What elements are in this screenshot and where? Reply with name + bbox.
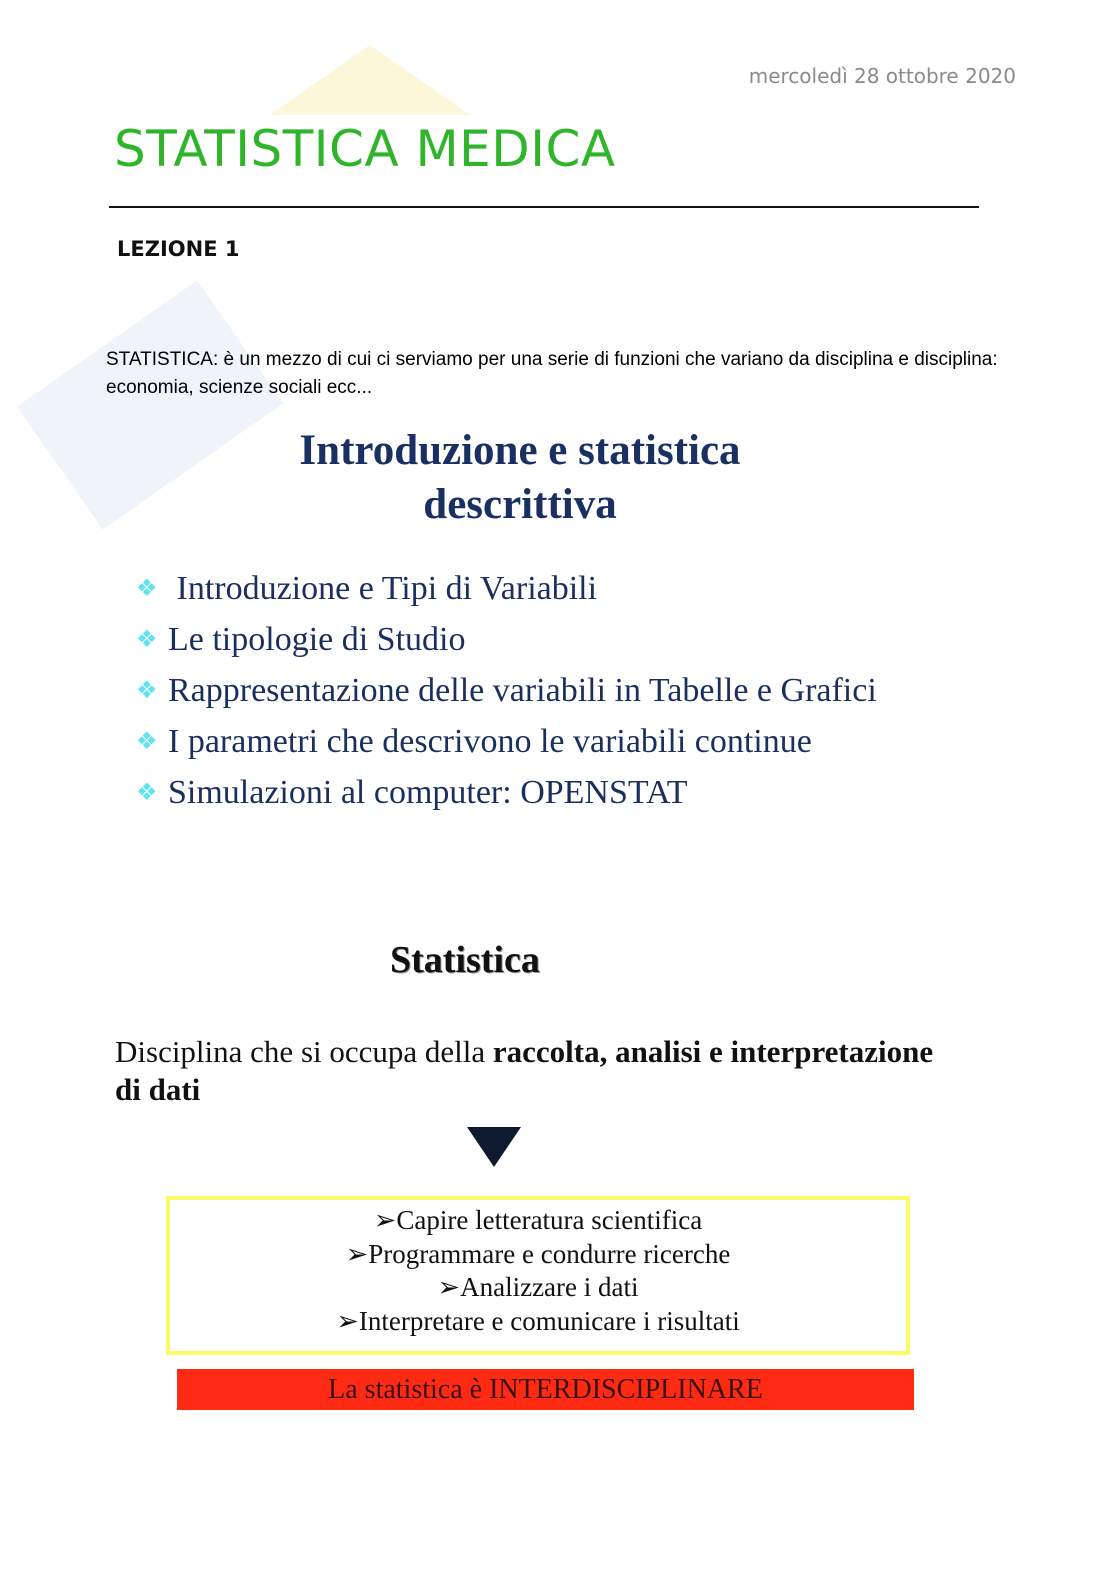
list-item xyxy=(136,568,956,610)
slide-title-line: Introduzione e statistica xyxy=(299,427,741,474)
goal-item: ➢Analizzare i dati xyxy=(437,1272,639,1302)
list-item xyxy=(136,721,956,763)
watermark-logo xyxy=(270,45,470,115)
diamond-cluster-icon: ❖ xyxy=(136,780,158,806)
slide2-text xyxy=(115,1033,935,1109)
goal-item: ➢Capire letteratura scientifica xyxy=(373,1205,703,1235)
slide2-title: Statistica xyxy=(390,939,540,981)
page-title: STATISTICA MEDICA xyxy=(114,120,616,178)
goal-item: ➢Interpretare e comunicare i risultati xyxy=(336,1305,740,1336)
diamond-cluster-icon: ❖ xyxy=(136,729,158,755)
text-bold: raccolta, analisi e interpretazione di dati xyxy=(115,1034,934,1107)
text-plain: Disciplina che si occupa della xyxy=(115,1034,493,1069)
lesson-heading: LEZIONE 1 xyxy=(117,237,240,261)
list-item-text: Le tipologie di Studio xyxy=(168,621,466,658)
date: mercoledì 28 ottobre 2020 xyxy=(748,64,1016,88)
diamond-cluster-icon: ❖ xyxy=(136,627,158,653)
bullet-list xyxy=(136,568,956,823)
goal-item: ➢Programmare e condurre ricerche xyxy=(345,1238,731,1269)
list-item-text: Rappresentazione delle variabili in Tabelle e Grafici xyxy=(168,672,877,709)
list-item-text: I parametri che descrivono le variabili continue xyxy=(168,723,812,760)
slide-title-line: descrittiva xyxy=(423,481,617,528)
goals-box xyxy=(166,1196,910,1355)
list-item xyxy=(136,772,956,814)
diamond-cluster-icon: ❖ xyxy=(136,678,158,704)
definition-text: STATISTICA: è un mezzo di cui ci serviamo per una serie di funzioni che variano da disciplina e disciplina: economia, scienze sociali ecc... xyxy=(106,349,998,398)
slide-title xyxy=(180,424,860,532)
list-item xyxy=(136,619,956,661)
down-triangle-icon xyxy=(467,1127,521,1167)
list-item xyxy=(136,670,956,712)
interdisciplinary-banner: La statistica è INTERDISCIPLINARE xyxy=(177,1369,914,1410)
list-item-text: Simulazioni al computer: OPENSTAT xyxy=(168,774,688,811)
divider xyxy=(109,206,979,208)
list-item-text: Introduzione e Tipi di Variabili xyxy=(168,570,598,607)
diamond-cluster-icon: ❖ xyxy=(136,576,158,602)
